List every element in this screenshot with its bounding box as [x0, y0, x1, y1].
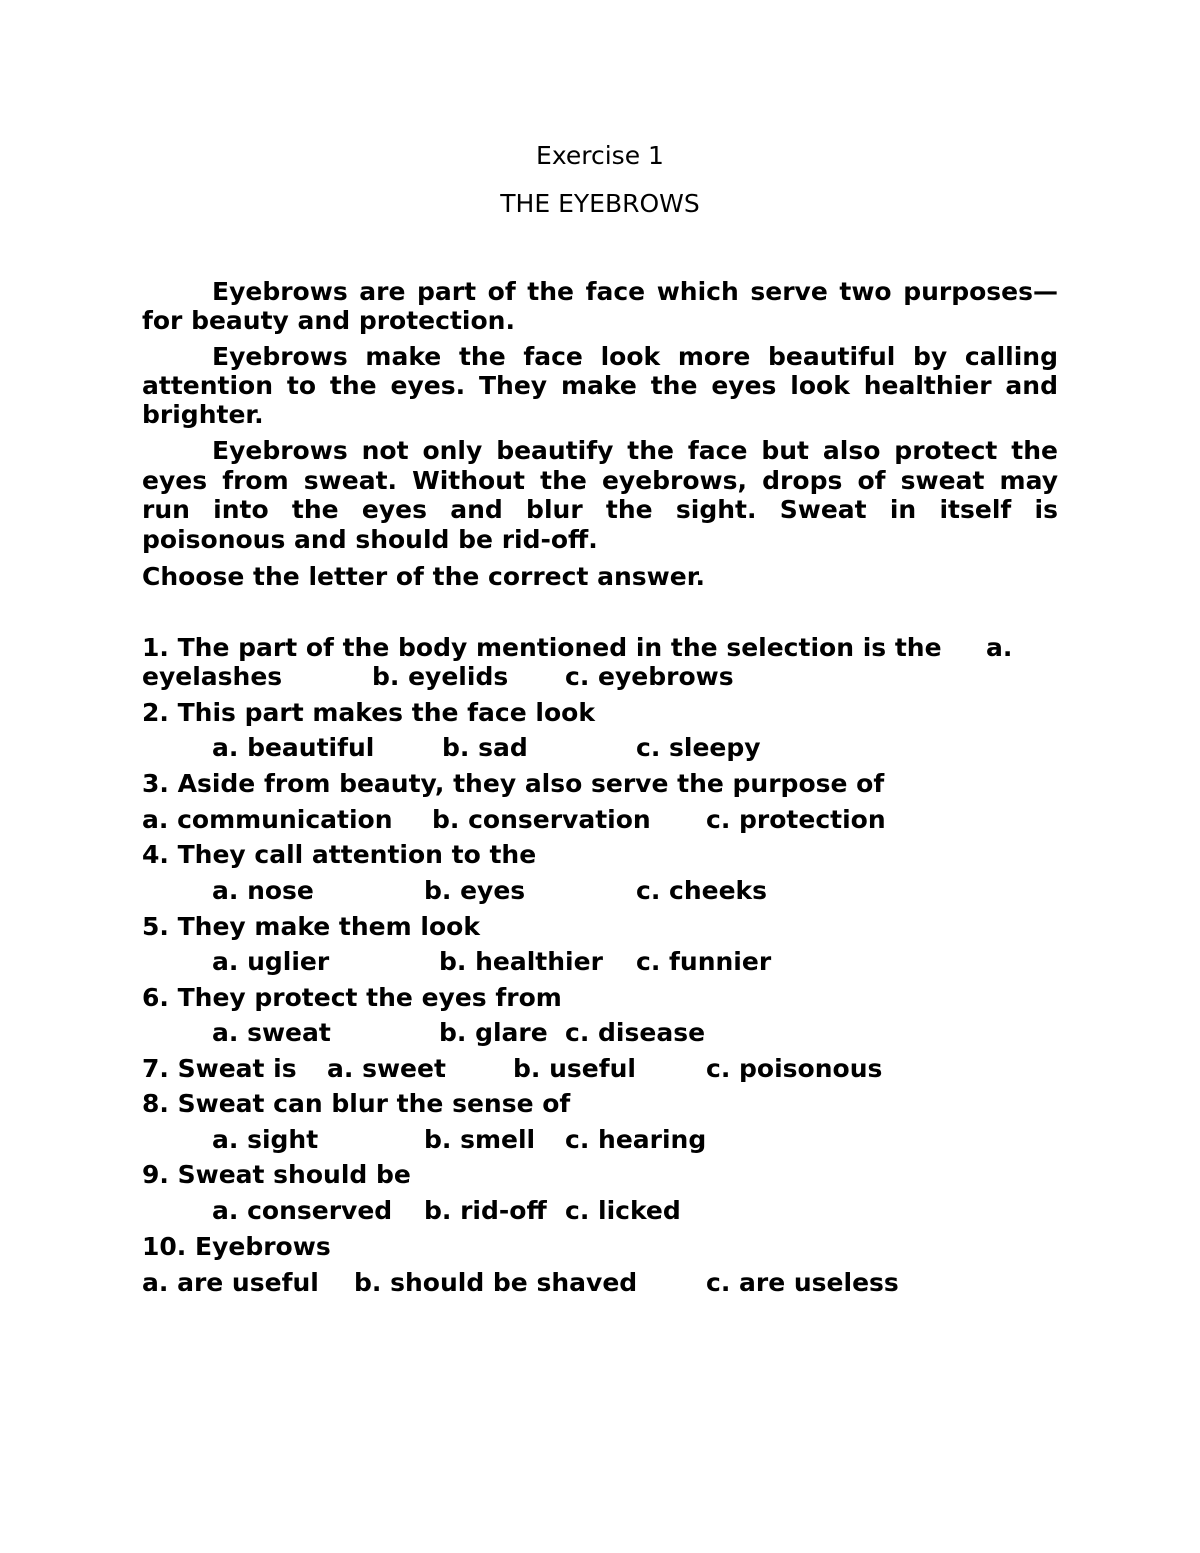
q10-option-c: c. are useless	[706, 1268, 899, 1297]
q9-option-c: c. licked	[565, 1196, 681, 1225]
q6-option-c: c. disease	[565, 1018, 706, 1047]
q3-option-b: b. conservation	[432, 805, 651, 834]
q5-option-c: c. funnier	[636, 947, 772, 976]
q1-option-a: a.	[986, 633, 1013, 662]
passage-line: Eyebrows not only beautify the face but also protect the	[212, 436, 1058, 465]
passage-line: attention to the eyes. They make the eyes look healthier and	[142, 371, 1058, 400]
q3-option-c: c. protection	[706, 805, 886, 834]
question-2: 2. This part makes the face look	[142, 698, 595, 727]
q9-option-b: b. rid-off	[424, 1196, 547, 1225]
q8-option-c: c. hearing	[565, 1125, 707, 1154]
passage-title: THE EYEBROWS	[500, 189, 700, 218]
question-1: 1. The part of the body mentioned in the selection is the	[142, 633, 942, 662]
q3-option-a: a. communication	[142, 805, 393, 834]
q9-option-a: a. conserved	[212, 1196, 393, 1225]
q7-option-c: c. poisonous	[706, 1054, 883, 1083]
q8-option-b: b. smell	[424, 1125, 536, 1154]
q10-option-b: b. should be shaved	[354, 1268, 638, 1297]
question-4: 4. They call attention to the	[142, 840, 537, 869]
question-10: 10. Eyebrows	[142, 1232, 331, 1261]
q7-option-b: b. useful	[513, 1054, 636, 1083]
q10-option-a: a. are useful	[142, 1268, 319, 1297]
question-5: 5. They make them look	[142, 912, 480, 941]
q6-option-a: a. sweat	[212, 1018, 331, 1047]
passage-line: poisonous and should be rid-off.	[142, 525, 598, 554]
q2-option-c: c. sleepy	[636, 733, 761, 762]
q8-option-a: a. sight	[212, 1125, 319, 1154]
q1-option-b: b. eyelids	[372, 662, 509, 691]
q7-option-a: a. sweet	[327, 1054, 446, 1083]
question-7: 7. Sweat is	[142, 1054, 297, 1083]
passage-line: eyes from sweat. Without the eyebrows, drops of sweat may	[142, 466, 1058, 495]
q5-option-a: a. uglier	[212, 947, 330, 976]
q4-option-a: a. nose	[212, 876, 314, 905]
q1-option-c: c. eyebrows	[565, 662, 734, 691]
instruction: Choose the letter of the correct answer.	[142, 562, 705, 591]
q6-option-b: b. glare	[439, 1018, 548, 1047]
passage-line: run into the eyes and blur the sight. Sweat in itself is	[142, 495, 1058, 524]
q4-option-b: b. eyes	[424, 876, 526, 905]
question-8: 8. Sweat can blur the sense of	[142, 1089, 571, 1118]
question-3: 3. Aside from beauty, they also serve the purpose of	[142, 769, 885, 798]
passage-line: Eyebrows make the face look more beautiful by calling	[212, 342, 1058, 371]
question-6: 6. They protect the eyes from	[142, 983, 562, 1012]
passage-line: for beauty and protection.	[142, 306, 515, 335]
q5-option-b: b. healthier	[439, 947, 603, 976]
q4-option-c: c. cheeks	[636, 876, 768, 905]
passage-line: Eyebrows are part of the face which serve two purposes—	[212, 277, 1058, 306]
exercise-heading: Exercise 1	[536, 141, 664, 170]
q1-option-a-text: eyelashes	[142, 662, 283, 691]
q2-option-a: a. beautiful	[212, 733, 375, 762]
passage-line: brighter.	[142, 400, 264, 429]
q2-option-b: b. sad	[442, 733, 528, 762]
question-9: 9. Sweat should be	[142, 1160, 411, 1189]
